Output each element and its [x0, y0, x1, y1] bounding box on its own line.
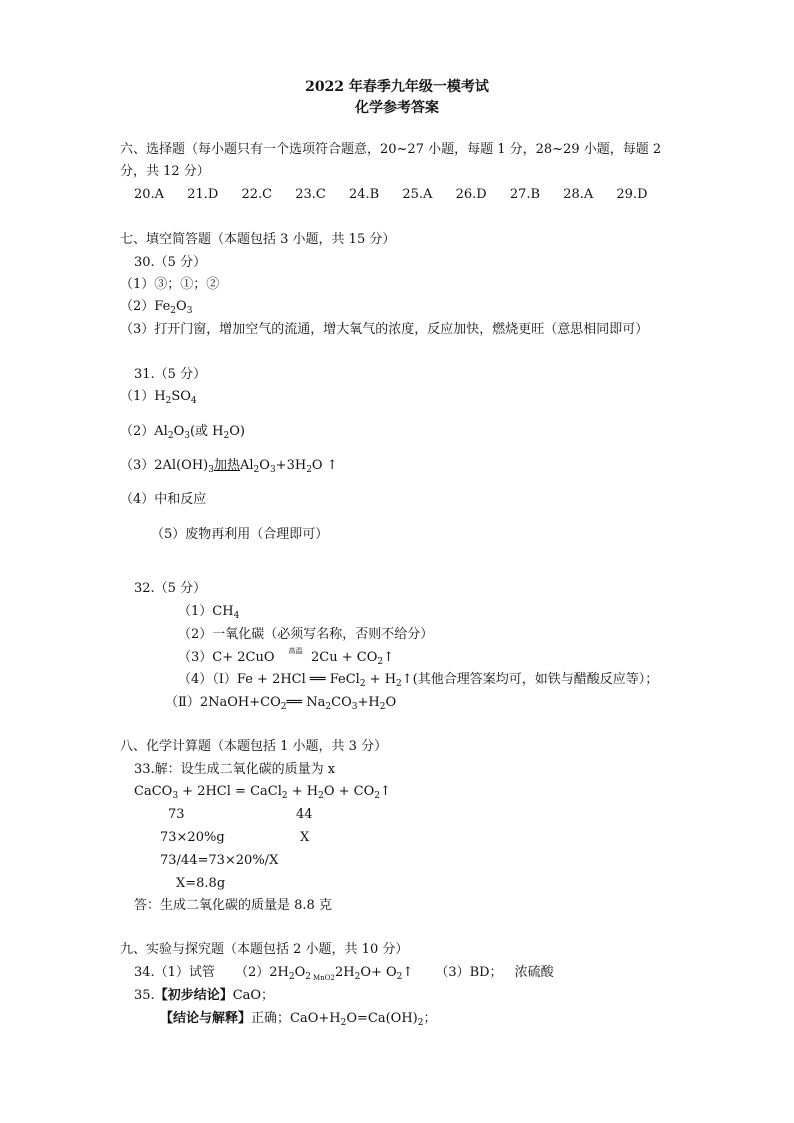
- q33-result: X=8.8g: [176, 876, 226, 891]
- q31-answer-4: （4）中和反应: [120, 492, 207, 507]
- page-title: 2022 年春季九年级一模考试: [305, 79, 489, 95]
- reaction-condition: 高温: [288, 647, 303, 655]
- reaction-condition: MnO2: [312, 974, 335, 982]
- reaction-condition: 加热: [213, 458, 240, 473]
- q33-equation: CaCO$_3$ + 2HCl = CaCl$_2$ + $H_2O$ + $CO_2↑$: [134, 784, 391, 801]
- answer-item: 23.C: [295, 187, 326, 202]
- q30-answer-3: （3）打开门窗，增加空气的流通，增大氧气的浓度，反应加快，燃烧更旺（意思相同即可）: [120, 322, 649, 337]
- page-subtitle: 化学参考答案: [355, 100, 439, 116]
- multiple-choice-answers: [134, 186, 667, 204]
- q32-answer-3: （3）C+ 2CuO 高温 $2Cu + CO_2↑$: [178, 649, 394, 667]
- q31-answer-2: $(2)Al_2O_3$(或 $H_2O$): [120, 424, 245, 441]
- answer-item: 24.B: [348, 187, 380, 202]
- section-9-heading: 九、实验与探究题（本题包括 2 小题，共 10 分）: [120, 942, 409, 957]
- q32-answer-4: （4）（Ⅰ）Fe + 2HCl ══ FeCl$_2$ + $H_2↑$(其他合理答案均可，如铁与醋酸反应等）；: [178, 672, 659, 689]
- q31-answer-1: $(1)H_2SO_4$: [120, 389, 197, 406]
- q32-label: 32.（5 分）: [134, 581, 207, 596]
- q35-answer-1: 35.【初步结论】CaO；: [134, 988, 275, 1003]
- q33-ratio-value: 44: [296, 807, 313, 822]
- q33-intro: 33.解：设生成二氧化碳的质量为 x: [134, 762, 336, 777]
- section-8-heading: 八、化学计算题（本题包括 1 小题，共 3 分）: [120, 739, 388, 754]
- q31-answer-5: （5）废物再利用（合理即可）: [151, 527, 329, 542]
- answer-item: 27.B: [509, 187, 541, 202]
- q30-answer-2: $(2)Fe_2O_3$: [120, 299, 193, 316]
- bracket-tag: 【初步结论】: [154, 988, 233, 1003]
- answer-item: 29.D: [616, 187, 648, 202]
- section-7-heading: 七、填空简答题（本题包括 3 小题，共 15 分）: [120, 232, 396, 247]
- q30-label: 30.（5 分）: [134, 255, 207, 270]
- answer-item: 20.A: [134, 187, 165, 202]
- answer-item: 26.D: [455, 187, 487, 202]
- q32-answer-5: $(Ⅱ)2NaOH+CO_2══$ $Na_2CO_3+H_2O$: [165, 695, 397, 712]
- q33-mass-value: X: [300, 830, 310, 845]
- q33-proportion: 73/44=73×20%/X: [160, 853, 279, 868]
- q30-answer-1: （1）③；①；②: [120, 277, 220, 292]
- q34-answer: 34.（1）试管 $(2)2H_2O_2$ MnO2 $2H_2O+$ $O_2↑$ （3）BD； 浓硫酸: [134, 964, 554, 982]
- answer-item: 28.A: [563, 187, 594, 202]
- q32-answer-2: （2）一氧化碳（必须写名称，否则不给分）: [178, 627, 434, 642]
- q31-label: 31.（5 分）: [134, 367, 207, 382]
- q33-answer: 答：生成二氧化碳的质量是 8.8 克: [134, 898, 332, 913]
- section-6-heading-line2: 分，共 12 分）: [120, 164, 210, 179]
- section-6-heading-line1: 六、选择题（每小题只有一个选项符合题意，20~27 小题，每题 1 分，28~29 小题，每题 2: [120, 142, 662, 157]
- answer-item: 21.D: [187, 187, 219, 202]
- q33-ratio-value: 73: [168, 807, 185, 822]
- q32-answer-1: $(1)CH_4$: [178, 604, 240, 621]
- q31-answer-3: $(3)2Al(OH)_3$加热$Al_2O_3+3H_2O$ ↑: [120, 458, 338, 475]
- q35-answer-2: 【结论与解释】正确；$CaO+H_2O=Ca(OH)_2$；: [160, 1011, 437, 1028]
- answer-item: 25.A: [402, 187, 433, 202]
- bracket-tag: 【结论与解释】: [160, 1011, 252, 1026]
- q33-mass-value: 73×20%g: [160, 830, 225, 845]
- answer-item: 22.C: [241, 187, 273, 202]
